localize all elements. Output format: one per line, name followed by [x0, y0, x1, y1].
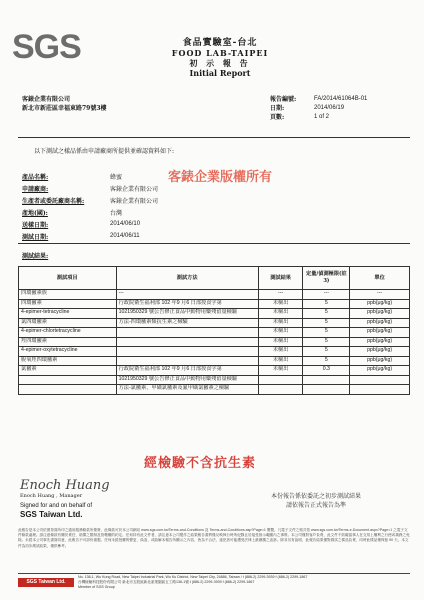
table-row: 四環黴素族 --- --- --- --- — [19, 290, 410, 300]
lab-name-cn: 食品實驗室-台北 — [182, 38, 258, 48]
table-row: 四環黴素 行政院衛生福利部 102 年9 月6 日部授食字第 未檢出 5 ppb(μg/kg) — [19, 299, 410, 309]
report-date: 2014/06/19 — [314, 105, 345, 111]
report-header — [140, 38, 300, 78]
table-row: 氯四環黴素 方法-四環黴素類抗生素之檢驗 未檢出 5 ppb(μg/kg) — [19, 318, 410, 328]
divider — [18, 137, 410, 138]
page-footer — [18, 573, 410, 590]
page-count: 1 of 2 — [314, 114, 330, 120]
footer-address: No. 136-1, Wu Kung Road, New Taipei Industrial Park, Wu Ku District, New Taipei City, 24886, Taiwan / t (886-2) 2299-3939 f (886-2) 2299-1867 台灣檢驗科技股份有限公司 新北市五股區新北產業園區五工路136-1號 t (886-2) 2299-3939 f (886-2) 2299-1867 Member of SGS Group — [78, 574, 308, 589]
report-number: FA/2014/61064B-01 — [314, 96, 368, 102]
signatory-name: Enoch Huang , Manager — [20, 493, 83, 499]
client-name: 客錶企業有限公司 — [22, 96, 71, 103]
lab-name-en: FOOD LAB-TAIPEI — [171, 48, 269, 58]
info-row: 產地(國): 台灣 — [22, 209, 123, 217]
signature-block — [20, 478, 180, 519]
report-type-en: Initial Report — [189, 68, 251, 78]
meta-row: 頁數: 1 of 2 — [270, 114, 330, 121]
table-row: 4-epimer-oxytetracycline 未檢出 5 ppb(μg/kg) — [19, 347, 410, 357]
origin: 台灣 — [110, 210, 123, 217]
sgs-logo: SGS — [12, 28, 81, 66]
sample-info — [22, 170, 158, 242]
table-row: 氯黴素 行政院衛生福利部 102 年9 月6 日部授食字第 未檢出 0.3 ppb(μg/kg) — [19, 366, 410, 376]
info-row: 產品名稱: 蜂蜜 — [22, 173, 123, 181]
table-row: 4-epimer-tetracycline 1021950329 號公告修正食品中動物用藥殘留量檢驗 未檢出 5 ppb(μg/kg) — [19, 309, 410, 319]
header-result: 測試結果 — [258, 267, 303, 290]
client-address: 新北市新莊區幸福東路79號3樓 — [22, 105, 107, 112]
header-loq: 定量/偵測極限(註3) — [303, 267, 350, 290]
signed-for-text: Signed for and on behalf of — [20, 503, 93, 509]
header-unit: 單位 — [350, 267, 410, 290]
applicant: 客錶企業有限公司 — [110, 186, 159, 193]
producer: 客錶企業有限公司 — [110, 198, 159, 205]
header-item: 測試項目 — [19, 267, 117, 290]
table-row: 4-epimer-chlortetracycline 未檢出 5 ppb(μg/kg) — [19, 328, 410, 338]
results-table — [18, 266, 410, 395]
info-row: 送樣日期: 2014/06/10 — [22, 221, 141, 229]
intro-text: 以下測試之樣品係由申請廠商所提供並確認資料如下: — [34, 148, 175, 155]
meta-row: 日期: 2014/06/19 — [270, 105, 345, 112]
received-date: 2014/06/10 — [110, 221, 141, 227]
info-row: 申請廠商: 客錶企業有限公司 — [22, 185, 159, 193]
table-row: 脫氧羥四環黴素 未檢出 5 ppb(μg/kg) — [19, 356, 410, 366]
table-header-row — [19, 267, 410, 290]
signatory-company: SGS Taiwan Ltd. — [20, 510, 83, 519]
info-row: 測試日期: 2014/06/11 — [22, 233, 140, 241]
table-row: 方法-氯黴素、甲磺氯黴素及氟甲磺氯黴素之檢驗 — [19, 385, 410, 395]
report-type-cn: 初 示 報 告 — [189, 58, 251, 68]
table-row: 羥四環黴素 未檢出 5 ppb(μg/kg) — [19, 337, 410, 347]
table-row: 1021950329 號公告修正食品中動物用藥殘留量檢驗 — [19, 375, 410, 385]
product-name: 蜂蜜 — [110, 174, 123, 181]
results-title: 測試結果: — [22, 253, 49, 260]
preliminary-stamp: 本份報告係依委託之初步測試結果 請依報告正式報告為準 — [270, 493, 361, 509]
info-row: 生產者或委託廠商名稱: 客錶企業有限公司 — [22, 197, 159, 205]
report-meta — [270, 95, 367, 122]
handwritten-signature: Enoch Huang — [20, 478, 110, 493]
test-date: 2014/06/11 — [110, 233, 140, 239]
divider — [18, 243, 410, 244]
terms-fine-print: 此報告是本公司依照背面所印之通用服務條款所簽發，此條款可於本公司網站 www.sgs.com.tw/Terms-and-Conditions 及 Terms-and-Conditions.asp?Page=1 閱覽，凡電子文件之格式依 www.sgs.com.tw/Terms-e-Document.aspx?Page=1 之電子文件條款處理。請注意條款有關於責任、賠償之限制及管轄權的約定。任何持有此文件者，請注意本公司製作之結果報告書將僅反映執行時所紀錄且於接受指示範圍內之事實。本公司僅對客戶負責，此文件不妨礙當事人在交易上權利之行使或義務之免除。未經本公司事先書面同意，此報告不可部份複製。任何未經授權的變更、偽造、或曲解本報告所顯示之內容，皆為不合法，違犯者可能遭受法律上最嚴厲之追訴。除非另有說明，此報告結果僅對測試之樣品負責，同時此樣品僅保留 90 天。本文件為初步測試結果，僅供參考。 — [18, 528, 410, 548]
header-method: 測試方法 — [116, 267, 258, 290]
client-block — [22, 95, 107, 113]
conclusion-note: 經檢驗不含抗生素 — [144, 456, 257, 471]
copyright-watermark: 客錶企業版權所有 — [168, 170, 273, 185]
meta-row: 報告編號: FA/2014/61064B-01 — [270, 96, 368, 103]
footer-logo: SGS Taiwan Ltd. — [18, 578, 74, 587]
